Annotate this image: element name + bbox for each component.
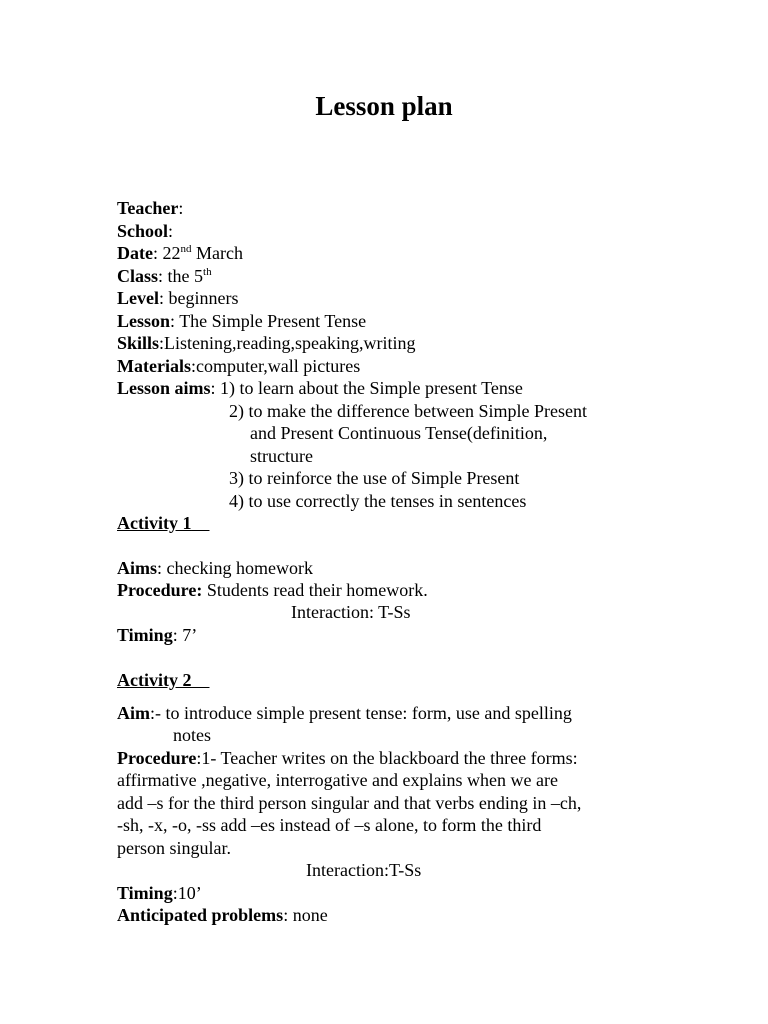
- activity-2-procedure-line: [117, 747, 578, 769]
- lesson-aim-3: 3) to reinforce the use of Simple Present: [229, 468, 520, 488]
- activity-2-timing-line: [117, 882, 202, 904]
- teacher-label: Teacher: [117, 198, 179, 218]
- activity-2-aim-value: :- to introduce simple present tense: form, use and spelling: [150, 703, 572, 723]
- materials-label: Materials: [117, 356, 191, 376]
- date-value: : 22: [152, 243, 181, 263]
- activity-2-procedure-value: :1- Teacher writes on the blackboard the three forms:: [196, 748, 578, 768]
- class-line: [117, 265, 212, 287]
- activity-1-timing-line: [117, 624, 197, 646]
- materials-value: :computer,wall pictures: [190, 356, 361, 376]
- date-label: Date: [117, 243, 153, 263]
- level-line: [117, 287, 238, 309]
- school-line: [117, 220, 173, 242]
- activity-2-aim-line: [117, 702, 572, 724]
- activity-1-procedure-label: Procedure:: [117, 580, 203, 600]
- lesson-aim-2-cont2: structure: [250, 446, 313, 466]
- activity-2-timing-value: :10’: [172, 883, 202, 903]
- activity-1-procedure-line: [117, 579, 428, 601]
- lesson-aim-4: 4) to use correctly the tenses in sentences: [229, 491, 527, 511]
- activity-2-procedure-line-2: affirmative ,negative, interrogative and explains when we are: [117, 770, 558, 790]
- activity-2-heading-text: Activity 2: [117, 670, 192, 690]
- lesson-label: Lesson: [117, 311, 171, 331]
- activity-1-heading: [117, 512, 209, 534]
- date-superscript: nd: [180, 243, 192, 255]
- lesson-aim-2-cont: and Present Continuous Tense(definition,: [250, 423, 548, 443]
- activity-1-aims-label: Aims: [117, 558, 157, 578]
- lesson-value: : The Simple Present Tense: [170, 311, 367, 331]
- skills-line: [117, 332, 415, 354]
- activity-2-procedure-line-5: person singular.: [117, 838, 231, 858]
- lesson-aim-1: : 1) to learn about the Simple present Tense: [210, 378, 523, 398]
- date-month: March: [191, 243, 243, 263]
- anticipated-problems-label: Anticipated problems: [117, 905, 284, 925]
- class-label: Class: [117, 266, 159, 286]
- school-label: School: [117, 221, 169, 241]
- activity-1-interaction: Interaction: T-Ss: [291, 602, 411, 622]
- skills-value: :Listening,reading,speaking,writing: [159, 333, 416, 353]
- activity-1-procedure-value: Students read their homework.: [202, 580, 428, 600]
- lesson-aims-label: Lesson aims: [117, 378, 211, 398]
- lesson-aim-2: 2) to make the difference between Simple Present: [229, 401, 588, 421]
- document-title: Lesson plan: [315, 91, 453, 121]
- activity-2-timing-label: Timing: [117, 883, 173, 903]
- activity-1-aims-value: : checking homework: [157, 558, 313, 578]
- school-value: :: [168, 221, 174, 241]
- anticipated-problems-value: : none: [283, 905, 328, 925]
- activity-2-procedure-line-3: add –s for the third person singular and that verbs ending in –ch,: [117, 793, 582, 813]
- activity-1-heading-text: Activity 1: [117, 513, 192, 533]
- materials-line: [117, 355, 360, 377]
- activity-1-timing-label: Timing: [117, 625, 173, 645]
- class-superscript: th: [203, 266, 212, 278]
- skills-label: Skills: [117, 333, 160, 353]
- teacher-value: :: [178, 198, 184, 218]
- activity-2-aim-label: Aim: [117, 703, 150, 723]
- teacher-line: [117, 197, 183, 219]
- level-value: : beginners: [159, 288, 239, 308]
- date-line: [117, 242, 243, 264]
- activity-1-timing-value: : 7’: [172, 625, 198, 645]
- activity-2-aim-cont: notes: [173, 725, 211, 745]
- activity-2-interaction: Interaction:T-Ss: [306, 860, 422, 880]
- activity-2-heading: [117, 669, 209, 691]
- class-value: : the 5: [158, 266, 204, 286]
- activity-2-procedure-label: Procedure: [117, 748, 197, 768]
- anticipated-problems-line: [117, 904, 328, 926]
- lesson-line: [117, 310, 366, 332]
- activity-1-aims-line: [117, 557, 313, 579]
- lesson-aims-line: [117, 377, 523, 399]
- activity-2-procedure-line-4: -sh, -x, -o, -ss add –es instead of –s alone, to form the third: [117, 815, 542, 835]
- level-label: Level: [117, 288, 159, 308]
